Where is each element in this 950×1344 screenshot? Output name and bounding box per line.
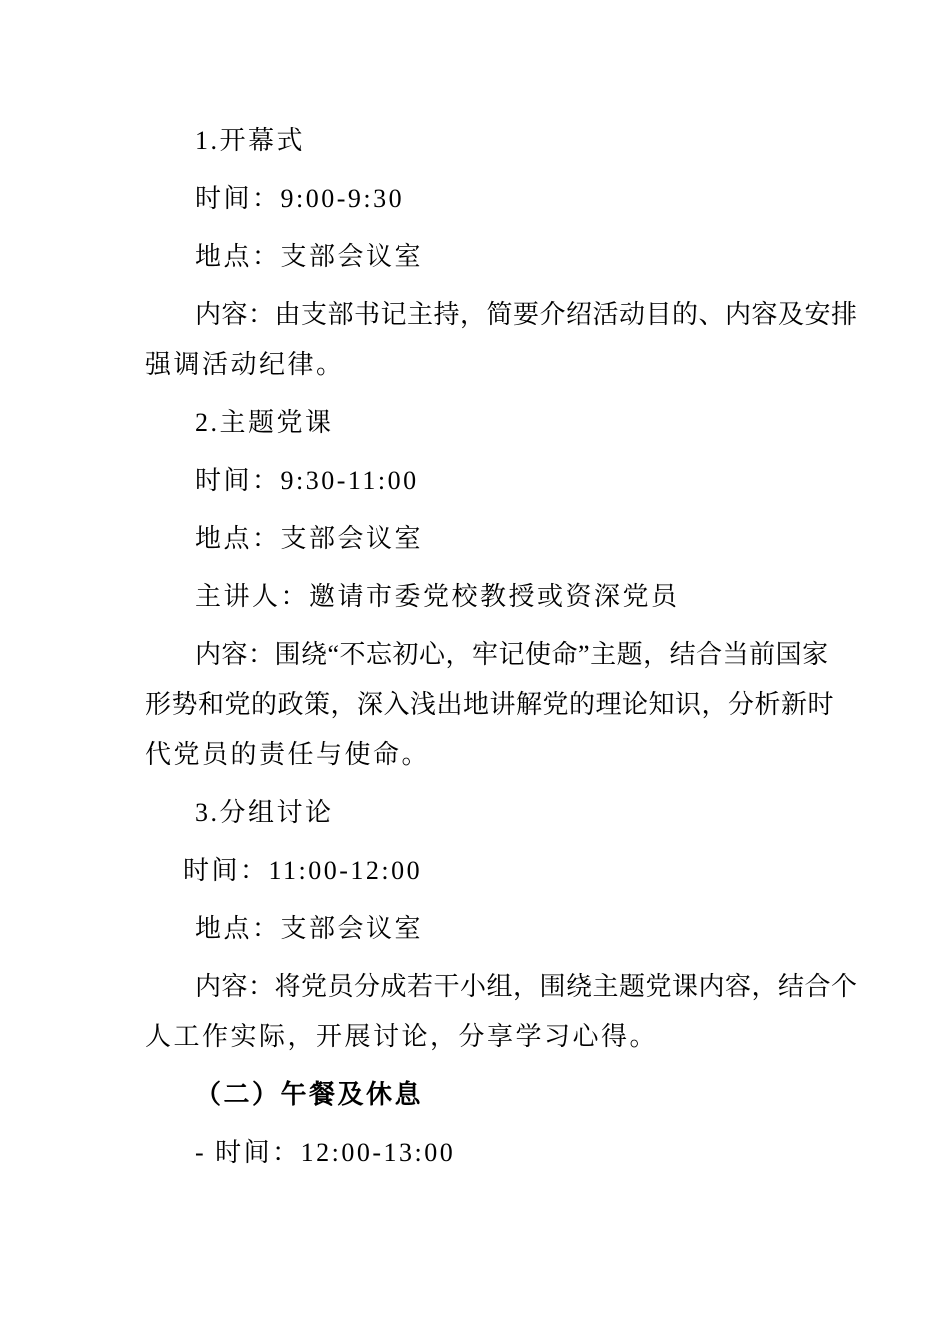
item-2-heading: 2.主题党课 <box>195 408 334 437</box>
item-1-content-line-1: 内容：由支部书记主持，简要介绍活动目的、内容及安排 <box>195 300 858 329</box>
paragraph-item-3-content <box>145 962 905 1062</box>
paragraph-item-3-heading <box>145 788 905 838</box>
item-1-heading: 1.开幕式 <box>195 126 306 155</box>
paragraph-item-2-speaker <box>145 572 905 622</box>
item-2-content-line-1: 内容：围绕“不忘初心，牢记使命”主题，结合当前国家 <box>195 640 829 669</box>
paragraph-item-1-content <box>145 290 905 390</box>
paragraph-item-1-location <box>145 232 905 282</box>
section-2-heading: （二）午餐及休息 <box>195 1080 424 1109</box>
item-3-heading: 3.分组讨论 <box>195 798 334 827</box>
item-3-time: 时间：11:00-12:00 <box>183 856 423 885</box>
item-1-time: 时间：9:00-9:30 <box>195 184 405 213</box>
paragraph-item-1-heading <box>145 116 905 166</box>
item-3-content-line-2: 人工作实际，开展讨论，分享学习心得。 <box>145 1022 659 1051</box>
paragraph-item-3-location <box>145 904 905 954</box>
item-3-location: 地点：支部会议室 <box>195 914 424 943</box>
paragraph-item-3-time <box>145 846 905 896</box>
paragraph-item-2-content <box>145 630 905 780</box>
paragraph-item-2-location <box>145 514 905 564</box>
paragraph-section-2-heading <box>145 1070 905 1120</box>
item-2-content-line-3: 代党员的责任与使命。 <box>145 740 431 769</box>
paragraph-lunch-time <box>145 1128 905 1178</box>
item-2-content-line-2: 形势和党的政策，深入浅出地讲解党的理论知识，分析新时 <box>145 690 835 719</box>
item-3-content-line-1: 内容：将党员分成若干小组，围绕主题党课内容，结合个 <box>195 972 858 1001</box>
document-body <box>145 116 905 1186</box>
item-2-speaker: 主讲人：邀请市委党校教授或资深党员 <box>195 582 680 611</box>
item-2-location: 地点：支部会议室 <box>195 524 424 553</box>
paragraph-item-1-time <box>145 174 905 224</box>
item-1-location: 地点：支部会议室 <box>195 242 424 271</box>
lunch-time: - 时间：12:00-13:00 <box>195 1138 456 1167</box>
paragraph-item-2-heading <box>145 398 905 448</box>
item-2-time: 时间：9:30-11:00 <box>195 466 419 495</box>
item-1-content-line-2: 强调活动纪律。 <box>145 350 345 379</box>
paragraph-item-2-time <box>145 456 905 506</box>
